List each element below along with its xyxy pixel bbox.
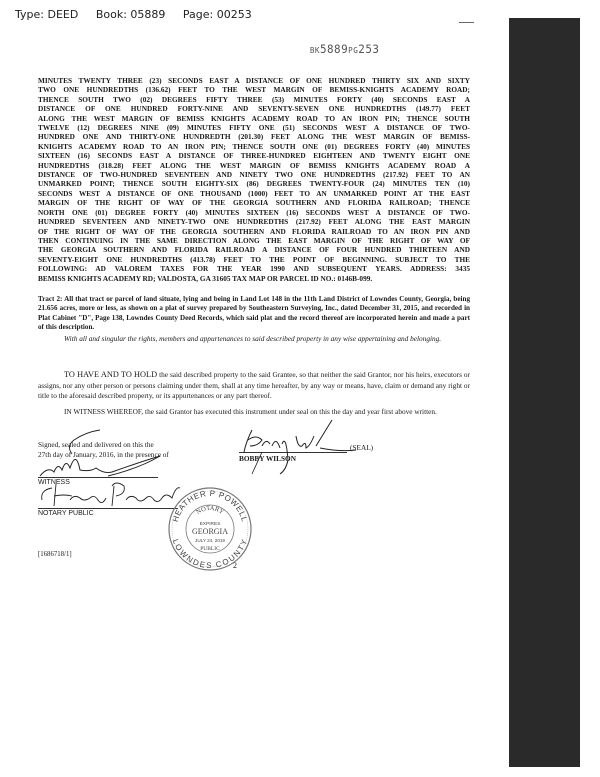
legal-description-line: KNIGHTS ACADEMY ROAD TO AN IRON PIN; THENCE SOUTH ONE (01) DEGREES FORTY (40) MINUTES (38, 141, 470, 151)
grantor-name: BOBBY WILSON (239, 454, 296, 463)
svg-text:PUBLIC: PUBLIC (200, 546, 220, 552)
legal-description-line: THEN CONTINUING IN THE SAME DIRECTION ALONG THE EAST MARGIN OF THE RIGHT OF WAY OF (38, 235, 470, 245)
legal-description-line: TWELVE (12) DEGREES NINE (09) MINUTES FIFTY ONE (51) SECONDS WEST A DISTANCE OF TWO- (38, 123, 470, 133)
svg-text:GEORGIA: GEORGIA (192, 527, 228, 536)
witness-signature (40, 456, 160, 476)
tract-2-paragraph: Tract 2: All that tract or parcel of land situate, lying and being in Land Lot 148 in the 11th Land District of Lowndes County, Georgia, being 21.656 acres, more or less, as shown on a plat of survey prepared by Southeastern Surveying, Inc., dated December 31, 2015, and recorded in Plat Cabinet "D", Page 138, Lowndes County Deed Records, which said plat and the record thereof are incorporated herein and made a part of this description. (38, 295, 470, 331)
legal-description-line: OF THE RIGHT OF WAY OF THE GEORGIA SOUTHERN AND FLORIDA RAILROAD TO AN IRON PIN AND (38, 226, 470, 236)
book-number: Book: 05889 (95, 8, 166, 21)
legal-description-line: NORTH ONE (01) DEGREE FORTY (40) MINUTES SIXTEEN (16) SECONDS WEST A DISTANCE OF TWO- (38, 207, 470, 217)
appurtenances-paragraph: With all and singular the rights, members and appurtenances to said described property in any wise appertaining and belonging. (64, 334, 442, 343)
svg-text:EXPIRES: EXPIRES (199, 522, 221, 527)
legal-description-line: MINUTES TWENTY THREE (23) SECONDS EAST A DISTANCE OF ONE HUNDRED THIRTY SIX AND SIXTY (38, 76, 470, 85)
seal-label: (SEAL) (350, 443, 374, 452)
svg-text:NOTARY: NOTARY (195, 504, 225, 516)
grantor-signature (244, 420, 356, 474)
habendum-paragraph: TO HAVE AND TO HOLD the said described property to the said Grantee, so that neither the said Grantor, nor his heirs, executors or assigns, nor any other person or persons claiming under them, shall at any time hereafter, by any way or means, have, claim or demand any right or title to the aforesaid described property, or its appurtenances or any part thereof. (38, 370, 470, 400)
legal-description-line: SEVENTY-EIGHT ONE HUNDREDTHS (413.78) FEET TO THE POINT OF BEGINNING. SUBJECT TO THE (38, 254, 470, 264)
legal-description-line: BEMISS KNIGHTS ACADEMY RD; VALDOSTA, GA 31605 TAX MAP OR PARCEL ID NO.: 0146B-099. (38, 273, 373, 283)
notary-signature (42, 483, 180, 506)
witness-whereof-paragraph: IN WITNESS WHEREOF, the said Grantor has executed this instrument under seal on this the day and year first above written. (64, 407, 437, 416)
legal-description-line: SECONDS WEST A DISTANCE OF ONE THOUSAND (1000) FEET TO AN UNMARKED POINT AT THE EAST (38, 188, 470, 198)
legal-description-line: TWO ONE HUNDREDTHS (136.62) FEET TO THE WEST MARGIN OF BEMISS-KNIGHTS ACADEMY ROAD; (38, 85, 470, 95)
signed-line-2: 27th day of January, 2016, in the presence of (38, 450, 169, 459)
legal-description-line: DISTANCE OF TWO-HUNDRED SEVENTEEN AND NINETY TWO ONE HUNDREDTHS (217.92) FEET TO AN (38, 170, 470, 180)
notary-seal (169, 488, 251, 570)
legal-description-line: FOLLOWING: AD VALOREM TAXES FOR THE YEAR 1990 AND SUBSEQUENT YEARS. ADDRESS: 3435 (38, 264, 470, 274)
legal-description-line: MARGIN OF THE RIGHT OF WAY OF THE GEORGIA SOUTHERN AND FLORIDA RAILROAD; THENCE (38, 198, 470, 208)
witness-label: WITNESS (38, 479, 70, 486)
legal-description-line: DISTANCE OF ONE HUNDRED FORTY-NINE AND SEVENTY-SEVEN ONE HUNDREDTHS (149.77) FEET (38, 104, 470, 114)
legal-description-line: SIXTEEN (16) SECONDS EAST A DISTANCE OF THREE-HUNDRED EIGHTEEN AND TWENTY EIGHT ONE (38, 151, 470, 161)
legal-description-line: HUNDRED SEVENTEEN AND NINETY-TWO ONE HUNDREDTHS (217.92) FEET ALONG THE EAST MARGIN (38, 217, 470, 227)
notary-label: NOTARY PUBLIC (38, 510, 94, 517)
page-number: 2 (233, 561, 237, 570)
book-page-stamp: BK5889PG253 (309, 42, 380, 56)
legal-description-line: UNMARKED POINT; THENCE SOUTH EIGHTY-SIX (86) DEGREES TWENTY-FOUR (24) MINUTES TEN (10) (38, 179, 470, 189)
document-type: Type: DEED (15, 8, 79, 21)
signed-line-1: Signed, sealed and delivered on this the (38, 440, 154, 449)
svg-text:JULY 24, 2019: JULY 24, 2019 (195, 538, 225, 543)
svg-text:HEATHER P POWELL: HEATHER P POWELL (170, 488, 250, 524)
document-id: [1686718/1] (38, 551, 72, 558)
legal-description-line: THENCE SOUTH TWO (02) DEGREES FIFTY THREE (53) MINUTES FORTY (40) SECONDS EAST A (38, 94, 470, 104)
svg-text:LOWNDES COUNTY: LOWNDES COUNTY (170, 537, 250, 571)
legal-description-line: THE GEORGIA SOUTHERN AND FLORIDA RAILROAD A DISTANCE OF FOUR HUNDRED THIRTEEN AND (38, 245, 470, 255)
legal-description-line: HUNDRED ONE AND THIRTY-ONE HUNDREDTH (201.30) FEET ALONG THE WEST MARGIN OF BEMISS- (38, 132, 470, 142)
legal-description-line: HUNDREDTHS (318.28) FEET ALONG THE WEST MARGIN OF BEMISS KNIGHTS ACADEMY ROAD A (38, 160, 470, 170)
legal-description-line: ALONG THE WEST MARGIN OF BEMISS KNIGHTS ACADEMY ROAD TO AN IRON PIN; THENCE SOUTH (38, 113, 470, 123)
page-number-header: Page: 00253 (182, 8, 252, 21)
